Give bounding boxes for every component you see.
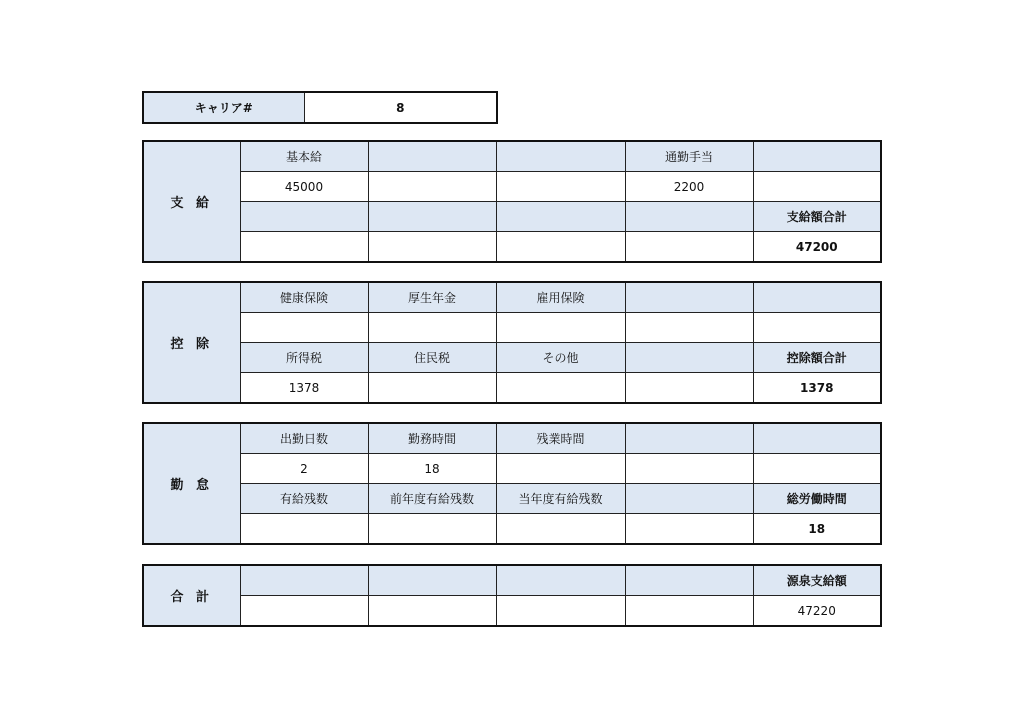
pay-commute-label: 通勤手当 <box>625 141 753 172</box>
pay-value-cell <box>753 172 881 202</box>
deduct-value-cell <box>753 313 881 343</box>
total-header-cell <box>496 565 625 596</box>
overtime-hours-label: 残業時間 <box>496 423 625 454</box>
total-header-cell <box>368 565 496 596</box>
pay-value-cell <box>625 232 753 263</box>
total-table <box>142 564 882 627</box>
work-days-label: 出勤日数 <box>240 423 368 454</box>
total-header-cell <box>625 565 753 596</box>
attend-section-label: 勤 怠 <box>143 423 240 544</box>
income-tax-label: 所得税 <box>240 343 368 373</box>
pay-header-cell <box>496 202 625 232</box>
pay-value-cell <box>368 172 496 202</box>
attend-value-cell <box>625 454 753 484</box>
deduct-header-cell <box>625 282 753 313</box>
total-header-cell <box>240 565 368 596</box>
pay-total-value: 47200 <box>753 232 881 263</box>
pay-header-cell <box>368 202 496 232</box>
career-table <box>142 91 498 124</box>
pay-header-cell <box>496 141 625 172</box>
pay-header-cell <box>625 202 753 232</box>
deduct-header-cell <box>625 343 753 373</box>
pay-header-cell <box>240 202 368 232</box>
income-tax-value: 1378 <box>240 373 368 404</box>
attend-value-cell <box>240 514 368 545</box>
pension-label: 厚生年金 <box>368 282 496 313</box>
attend-value-cell <box>753 454 881 484</box>
attend-value-cell <box>625 514 753 545</box>
total-value-cell <box>625 596 753 627</box>
attend-table <box>142 422 882 545</box>
career-label: キャリア# <box>143 92 304 123</box>
attend-header-cell <box>625 423 753 454</box>
resident-tax-label: 住民税 <box>368 343 496 373</box>
deduct-value-cell <box>240 313 368 343</box>
deduct-table <box>142 281 882 404</box>
other-deduction-label: その他 <box>496 343 625 373</box>
deduct-value-cell <box>625 373 753 404</box>
deduct-section-label: 控 除 <box>143 282 240 403</box>
total-value-cell <box>368 596 496 627</box>
deduct-total-label: 控除額合計 <box>753 343 881 373</box>
pay-value-cell <box>240 232 368 263</box>
health-insurance-label: 健康保険 <box>240 282 368 313</box>
work-days-value: 2 <box>240 454 368 484</box>
deduct-header-cell <box>753 282 881 313</box>
attend-value-cell <box>368 514 496 545</box>
net-pay-label: 源泉支給額 <box>753 565 881 596</box>
work-hours-value: 18 <box>368 454 496 484</box>
attend-value-cell <box>496 514 625 545</box>
pay-total-label: 支給額合計 <box>753 202 881 232</box>
pay-value-cell <box>368 232 496 263</box>
attend-header-cell <box>625 484 753 514</box>
prev-year-paid-leave-label: 前年度有給残数 <box>368 484 496 514</box>
total-value-cell <box>496 596 625 627</box>
deduct-value-cell <box>368 313 496 343</box>
paid-leave-label: 有給残数 <box>240 484 368 514</box>
total-section-label: 合 計 <box>143 565 240 626</box>
deduct-value-cell <box>368 373 496 404</box>
pay-base-salary-value: 45000 <box>240 172 368 202</box>
pay-base-salary-label: 基本給 <box>240 141 368 172</box>
attend-value-cell <box>496 454 625 484</box>
total-value-cell <box>240 596 368 627</box>
pay-value-cell <box>496 232 625 263</box>
pay-header-cell <box>368 141 496 172</box>
employment-insurance-label: 雇用保険 <box>496 282 625 313</box>
total-work-hours-label: 総労働時間 <box>753 484 881 514</box>
deduct-value-cell <box>625 313 753 343</box>
deduct-value-cell <box>496 313 625 343</box>
pay-header-cell <box>753 141 881 172</box>
pay-commute-value: 2200 <box>625 172 753 202</box>
pay-table <box>142 140 882 263</box>
current-year-paid-leave-label: 当年度有給残数 <box>496 484 625 514</box>
pay-value-cell <box>496 172 625 202</box>
deduct-total-value: 1378 <box>753 373 881 404</box>
net-pay-value: 47220 <box>753 596 881 627</box>
attend-header-cell <box>753 423 881 454</box>
work-hours-label: 勤務時間 <box>368 423 496 454</box>
total-work-hours-value: 18 <box>753 514 881 545</box>
deduct-value-cell <box>496 373 625 404</box>
career-value: 8 <box>304 92 497 123</box>
pay-section-label: 支 給 <box>143 141 240 262</box>
